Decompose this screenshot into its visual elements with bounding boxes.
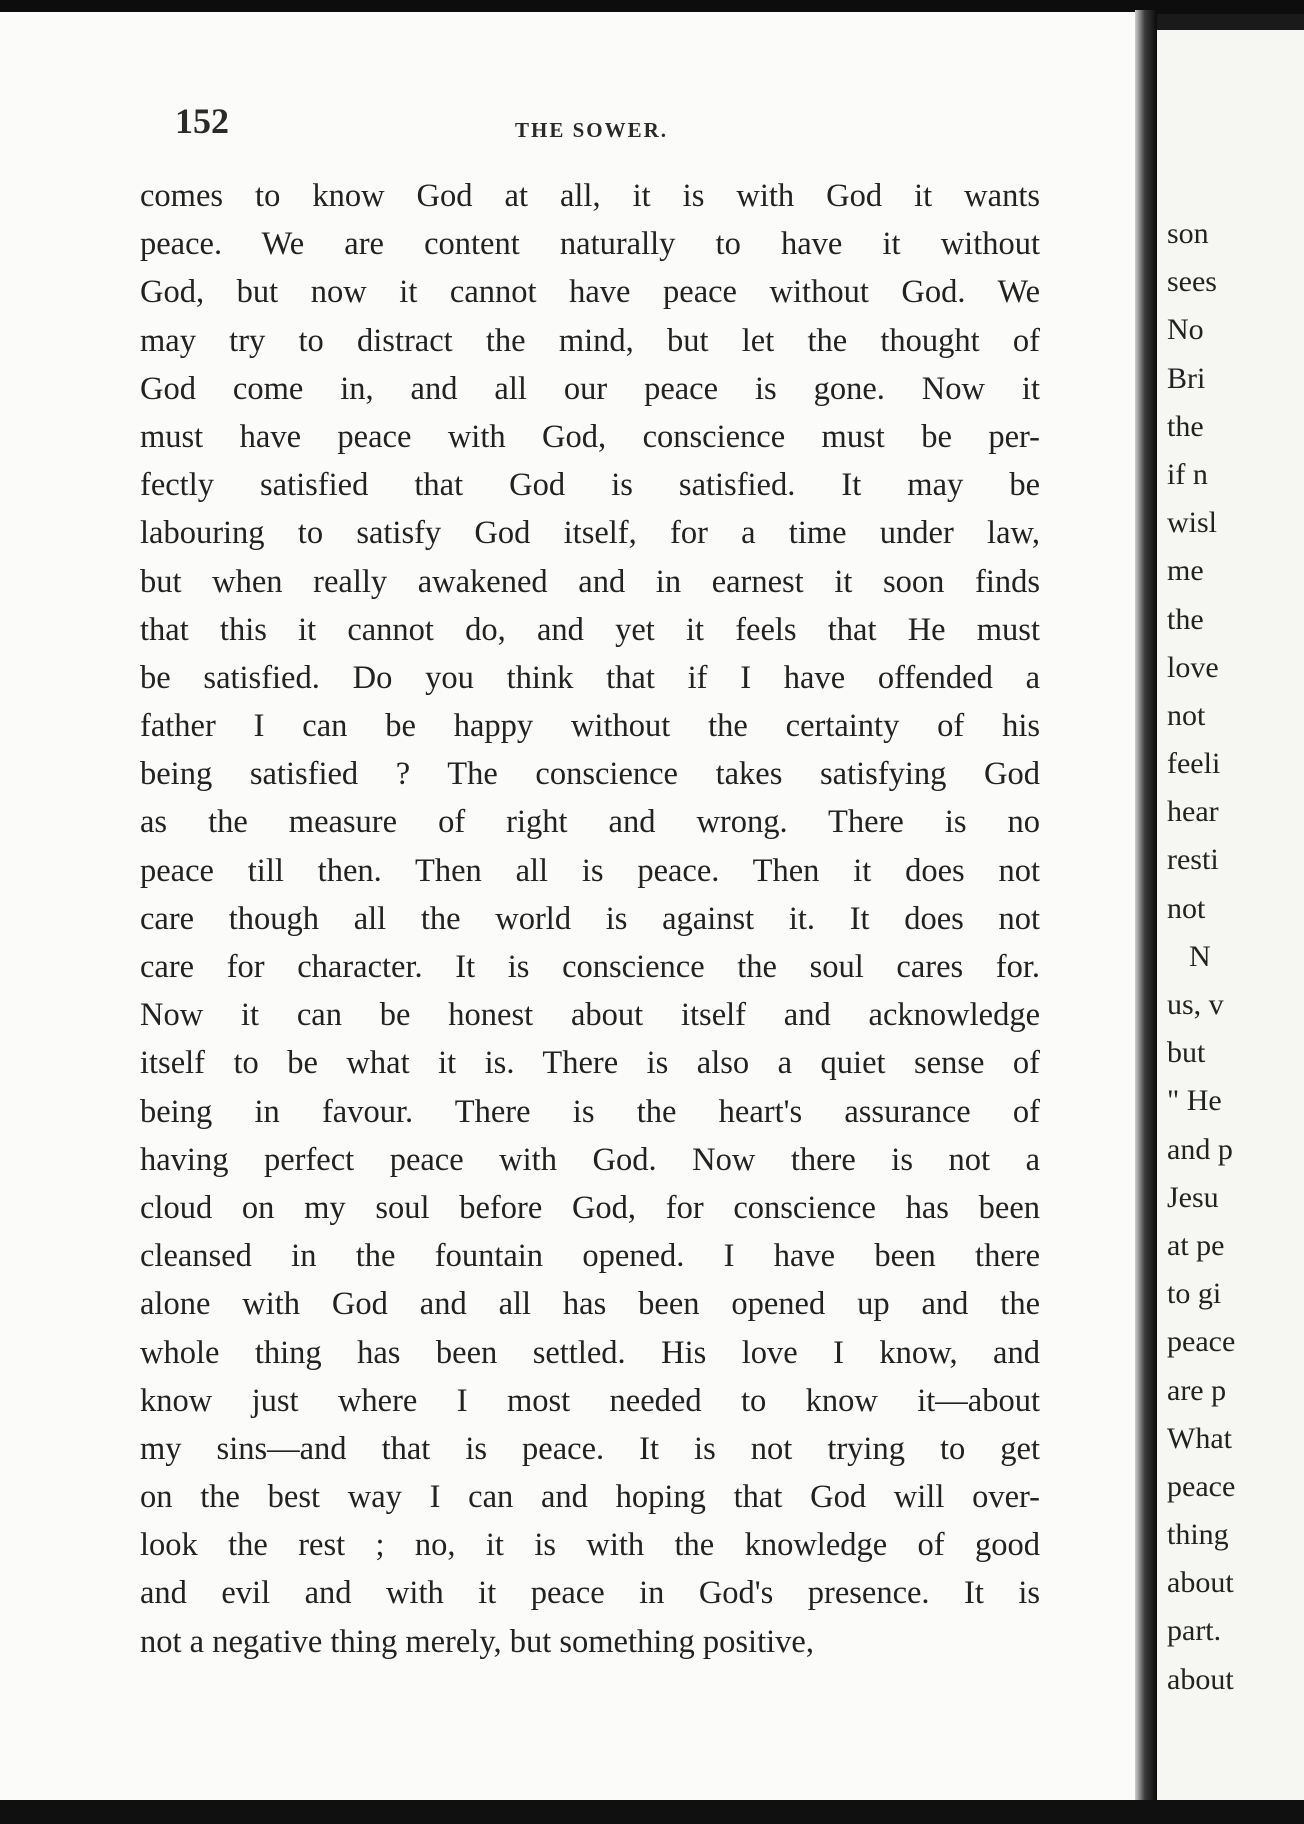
right-page-line: thing [1167,1518,1229,1552]
text-line: peace. We are content naturally to have it without [140,226,1040,263]
text-line: as the measure of right and wrong. There is no [140,804,1040,841]
right-page-line: hear [1167,795,1219,829]
text-line: labouring to satisfy God itself, for a time under law, [140,515,1040,552]
right-page-line: feeli [1167,747,1221,781]
right-page-line: part. [1167,1614,1222,1648]
right-page-line: us, v [1167,988,1224,1021]
right-page-line: love [1167,650,1219,684]
right-page-line: but [1167,1036,1206,1070]
text-line: being in favour. There is the heart's assurance of [140,1093,1040,1130]
right-page-line: about [1167,1662,1234,1696]
page-number: 152 [175,101,229,141]
right-page-text [1167,210,1304,1704]
page-header [175,100,1035,150]
text-line: itself to be what it is. There is also a quiet sense of [140,1045,1040,1082]
scan-border-bottom [0,1800,1304,1824]
text-line: Now it can be honest about itself and acknowledge [140,997,1040,1034]
right-page-line: the [1167,409,1204,443]
text-line: having perfect peace with God. Now there is not a [140,1141,1040,1178]
right-page-line: What [1167,1421,1232,1455]
right-page-line: not [1167,698,1206,732]
text-line: that this it cannot do, and yet it feels that He must [140,611,1040,648]
body-text [140,172,1040,1666]
right-page-line: " He [1167,1084,1222,1118]
right-page-line: wisl [1167,506,1218,540]
text-line: comes to know God at all, it is with God it wants [140,178,1040,214]
right-page [1157,30,1304,1800]
text-line: God come in, and all our peace is gone. Now it [140,370,1040,407]
text-line: be satisfied. Do you think that if I have offended a [140,659,1040,696]
right-page-line: sees [1167,265,1217,299]
text-line: fectly satisfied that God is satisfied. It may be [140,467,1040,504]
right-page-line: Bri [1167,361,1206,395]
right-page-line: No [1167,313,1204,347]
right-page-line: are p [1167,1373,1227,1407]
right-page-line: peace [1167,1325,1236,1359]
text-line: care though all the world is against it. It does not [140,900,1040,937]
text-line: father I can be happy without the certainty of his [140,708,1040,745]
text-line: God, but now it cannot have peace without God. We [140,274,1040,311]
text-line: cloud on my soul before God, for conscience has been [140,1189,1040,1226]
right-page-line: not [1167,891,1206,925]
right-page-line: at pe [1167,1228,1225,1262]
text-line: on the best way I can and hoping that God will over- [140,1479,1040,1516]
text-line: know just where I most needed to know it—about [140,1382,1040,1419]
text-line: alone with God and all has been opened up and the [140,1286,1040,1323]
running-head: THE SOWER. [515,118,669,142]
right-page-line: about [1167,1566,1234,1600]
right-page-line: Jesu [1167,1180,1219,1214]
right-page-line: N [1189,939,1211,973]
right-page-line: peace [1167,1469,1236,1503]
book-gutter [1135,10,1157,1810]
right-page-line: to gi [1167,1277,1222,1311]
right-page-line: if n [1167,457,1208,491]
right-page-line: son [1167,217,1209,250]
text-line: not a negative thing merely, but something positive, [140,1623,814,1660]
text-line: cleansed in the fountain opened. I have been there [140,1238,1040,1275]
text-line: my sins—and that is peace. It is not trying to get [140,1430,1040,1467]
text-line: may try to distract the mind, but let the thought of [140,322,1040,359]
text-line: whole thing has been settled. His love I know, and [140,1334,1040,1371]
right-page-line: and p [1167,1132,1233,1166]
text-line: but when really awakened and in earnest it soon finds [140,563,1040,600]
right-page-line: the [1167,602,1204,636]
text-line: care for character. It is conscience the soul cares for. [140,949,1040,985]
text-line: must have peace with God, conscience must be per- [140,418,1040,455]
text-line: peace till then. Then all is peace. Then it does not [140,852,1040,889]
text-line: being satisfied ? The conscience takes satisfying God [140,756,1040,793]
right-page-line: me [1167,554,1204,588]
text-line: look the rest ; no, it is with the knowledge of good [140,1527,1040,1564]
text-line: and evil and with it peace in God's presence. It is [140,1575,1040,1612]
right-page-line: resti [1167,843,1219,877]
